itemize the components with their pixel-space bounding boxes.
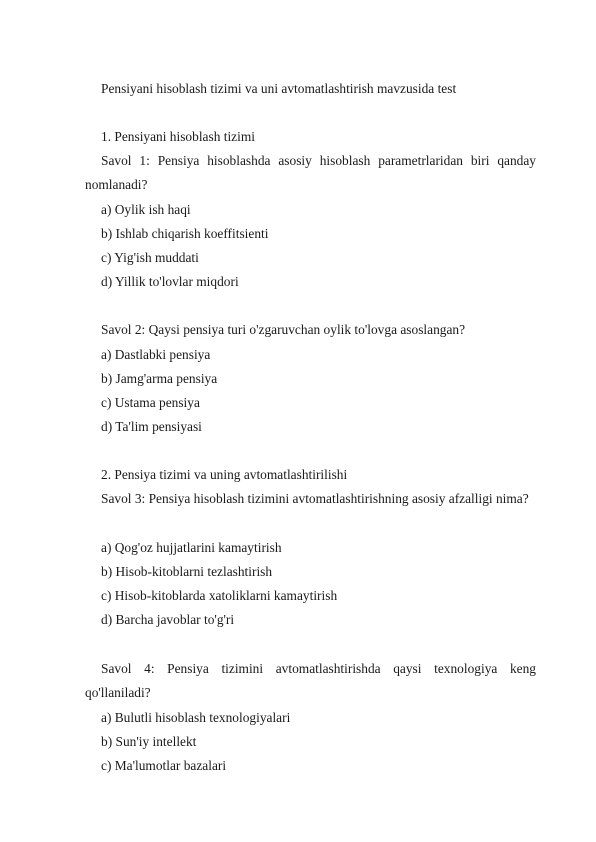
answer-option: d) Barcha javoblar to'g'ri (101, 612, 235, 627)
answer-option: c) Yig'ish muddati (101, 250, 199, 265)
answer-option: b) Sun'iy intellekt (101, 734, 197, 749)
answer-option: d) Yillik to'lovlar miqdori (101, 274, 239, 289)
answer-option: c) Ustama pensiya (101, 395, 200, 410)
answer-option: a) Dastlabki pensiya (101, 347, 211, 362)
answer-option: a) Oylik ish haqi (101, 202, 191, 217)
answer-option: a) Bulutli hisoblash texnologiyalari (101, 710, 291, 725)
answer-option: b) Hisob-kitoblarni tezlashtirish (101, 564, 273, 579)
answer-option: d) Ta'lim pensiyasi (101, 419, 202, 434)
answer-option: c) Ma'lumotlar bazalari (101, 758, 227, 773)
answer-option: a) Qog'oz hujjatlarini kamaytirish (101, 540, 282, 555)
section-heading: 2. Pensiya tizimi va uning avtomatlashtirilishi (101, 467, 348, 482)
answer-option: c) Hisob-kitoblarda xatoliklarni kamaytirish (101, 588, 338, 603)
section-heading: 1. Pensiyani hisoblash tizimi (101, 129, 255, 144)
document-title: Pensiyani hisoblash tizimi va uni avtomatlashtirish mavzusida test (101, 81, 457, 96)
question-text: Savol 1: Pensiya hisoblashda asosiy hisoblash parametrlaridan biri qanday nomlanadi? (85, 153, 536, 192)
question-text: Savol 2: Qaysi pensiya turi o'zgaruvchan oylik to'lovga asoslangan? (101, 322, 466, 337)
answer-option: b) Jamg'arma pensiya (101, 371, 218, 386)
answer-option: b) Ishlab chiqarish koeffitsienti (101, 226, 269, 241)
question-text: Savol 3: Pensiya hisoblash tizimini avtomatlashtirishning asosiy afzalligi nima? (101, 491, 529, 506)
question-text: Savol 4: Pensiya tizimini avtomatlashtirishda qaysi texnologiya keng qo'llaniladi? (85, 661, 536, 700)
